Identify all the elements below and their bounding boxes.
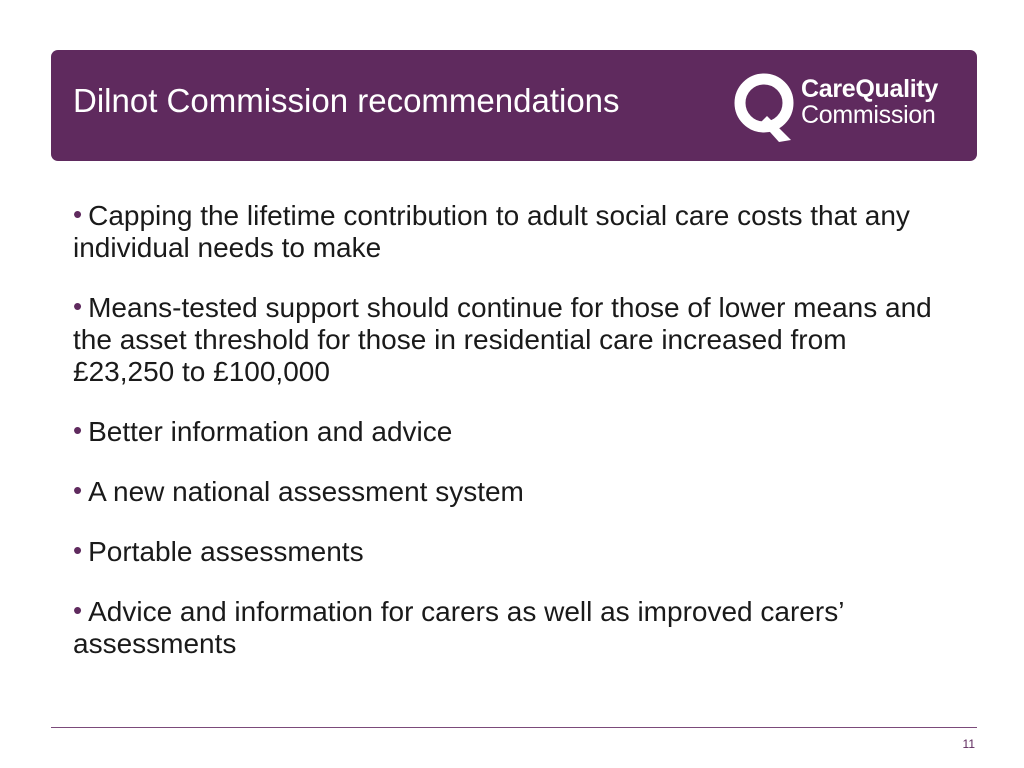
page-number: 11	[962, 737, 975, 751]
bullet-dot-icon: •	[73, 199, 83, 229]
bullet-text: A new national assessment system	[88, 476, 524, 507]
cqc-q-mark-icon	[731, 70, 801, 144]
header-band	[51, 50, 977, 161]
bullet-text: Means-tested support should continue for those of lower means and the asset threshold for those in residential care increased from £23,250 to £100,000	[73, 292, 932, 387]
bullet-dot-icon: •	[73, 595, 83, 625]
footer-divider	[51, 727, 977, 728]
logo-wordmark	[801, 76, 938, 128]
slide-title: Dilnot Commission recommendations	[73, 82, 620, 119]
bullet-text: Advice and information for carers as well as improved carers’ assessments	[73, 596, 844, 659]
bullet-item	[73, 474, 933, 508]
bullet-item	[73, 594, 933, 660]
bullet-dot-icon: •	[73, 415, 83, 445]
bullet-text: Portable assessments	[88, 536, 364, 567]
bullet-text: Better information and advice	[88, 416, 453, 447]
bullet-dot-icon: •	[73, 291, 83, 321]
bullet-text: Capping the lifetime contribution to adult social care costs that any individual needs to make	[73, 200, 910, 263]
bullet-item	[73, 534, 933, 568]
logo-line-1: CareQuality	[801, 75, 939, 103]
cqc-logo	[731, 70, 961, 144]
bullet-list	[73, 198, 933, 686]
bullet-item	[73, 198, 933, 264]
logo-line-2: Commission	[801, 101, 936, 129]
bullet-item	[73, 290, 933, 388]
bullet-dot-icon: •	[73, 535, 83, 565]
bullet-item	[73, 414, 933, 448]
bullet-dot-icon: •	[73, 475, 83, 505]
